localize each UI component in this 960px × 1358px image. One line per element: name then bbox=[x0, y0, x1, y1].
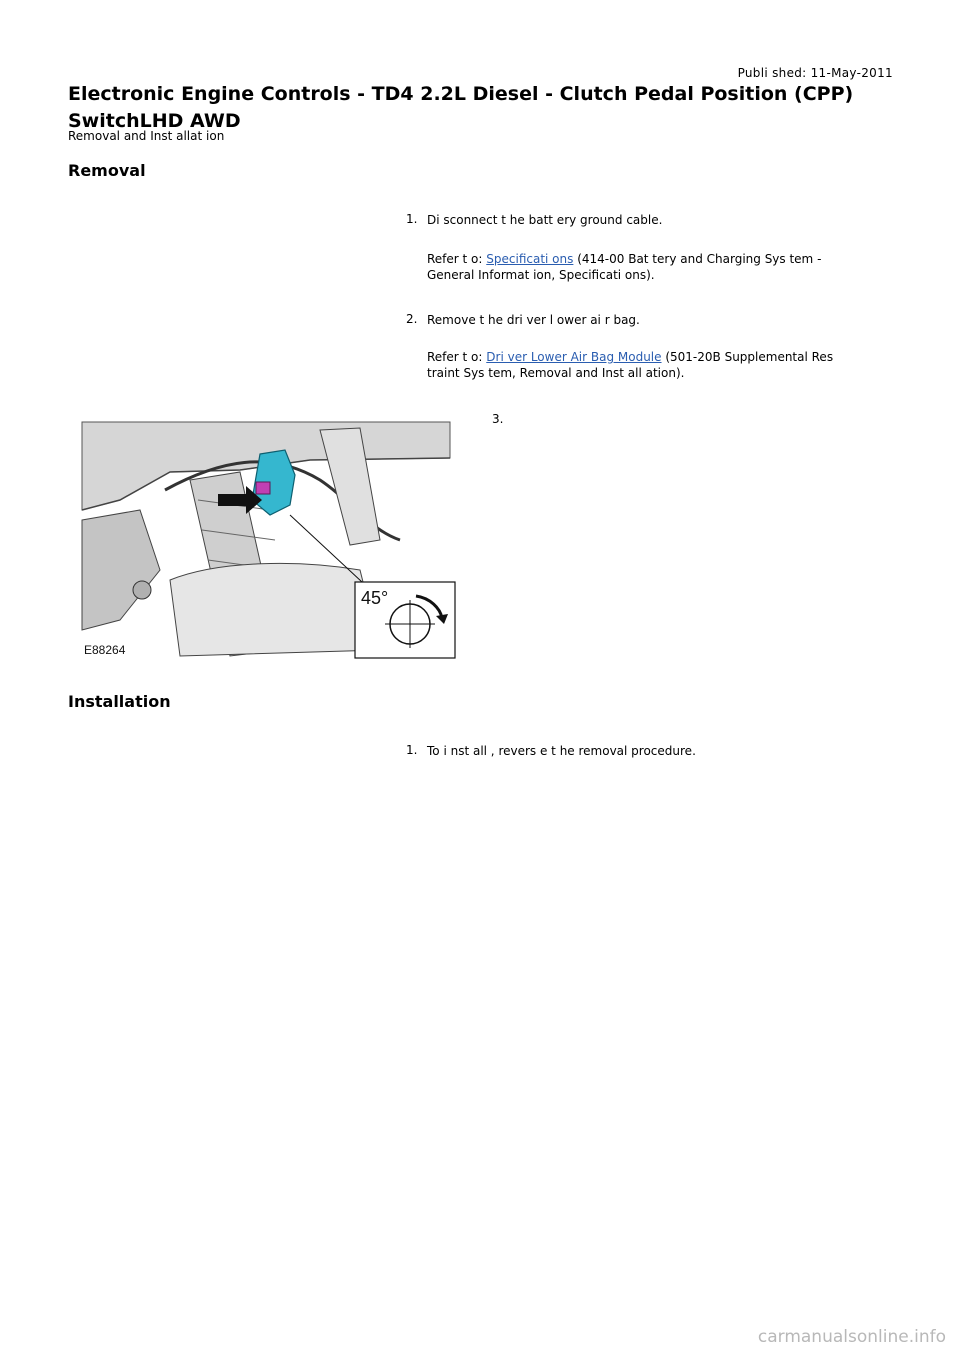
pedal-pad bbox=[170, 563, 380, 656]
refer-suffix: (414-00 Bat tery and Charging Sys tem - General Informat ion, Specificati ons). bbox=[427, 252, 822, 282]
clutch-pedal-illustration bbox=[80, 420, 457, 660]
published-date: Publi shed: 11-May-2011 bbox=[737, 66, 893, 80]
refer-suffix: (501-20B Supplemental Res traint Sys tem, Removal and Inst all ation). bbox=[427, 350, 834, 380]
removal-step-2-text: Remove t he dri ver l ower ai r bag. bbox=[427, 313, 640, 327]
refer-prefix: Refer t o: bbox=[427, 350, 487, 364]
specifications-link[interactable]: Specificati ons bbox=[486, 252, 574, 266]
driver-lower-air-bag-module-link[interactable]: Dri ver Lower Air Bag Module bbox=[486, 350, 662, 364]
switch-connector bbox=[256, 482, 270, 494]
page-subtitle: Removal and Inst allat ion bbox=[68, 129, 225, 143]
installation-heading: Installation bbox=[68, 692, 171, 711]
angle-label: 45° bbox=[361, 588, 389, 608]
removal-step-2-number: 2. bbox=[406, 312, 418, 326]
page-title: Electronic Engine Controls - TD4 2.2L Diesel - Clutch Pedal Position (CPP) SwitchLHD AWD bbox=[68, 83, 854, 132]
removal-step-3-number: 3. bbox=[492, 412, 504, 426]
footer-watermark: carmanualsonline.info bbox=[757, 1327, 946, 1347]
installation-step-1-text: To i nst all , revers e t he removal procedure. bbox=[427, 744, 696, 758]
bolt-left bbox=[133, 581, 151, 599]
removal-step-1-reference bbox=[427, 251, 867, 283]
removal-heading: Removal bbox=[68, 161, 146, 180]
installation-step-1-number: 1. bbox=[406, 743, 418, 757]
figure-code: E88264 bbox=[84, 643, 126, 657]
refer-prefix: Refer t o: bbox=[427, 252, 487, 266]
removal-step-2-reference bbox=[427, 349, 867, 381]
removal-step-1-number: 1. bbox=[406, 212, 418, 226]
removal-step-1-text: Di sconnect t he batt ery ground cable. bbox=[427, 213, 663, 227]
